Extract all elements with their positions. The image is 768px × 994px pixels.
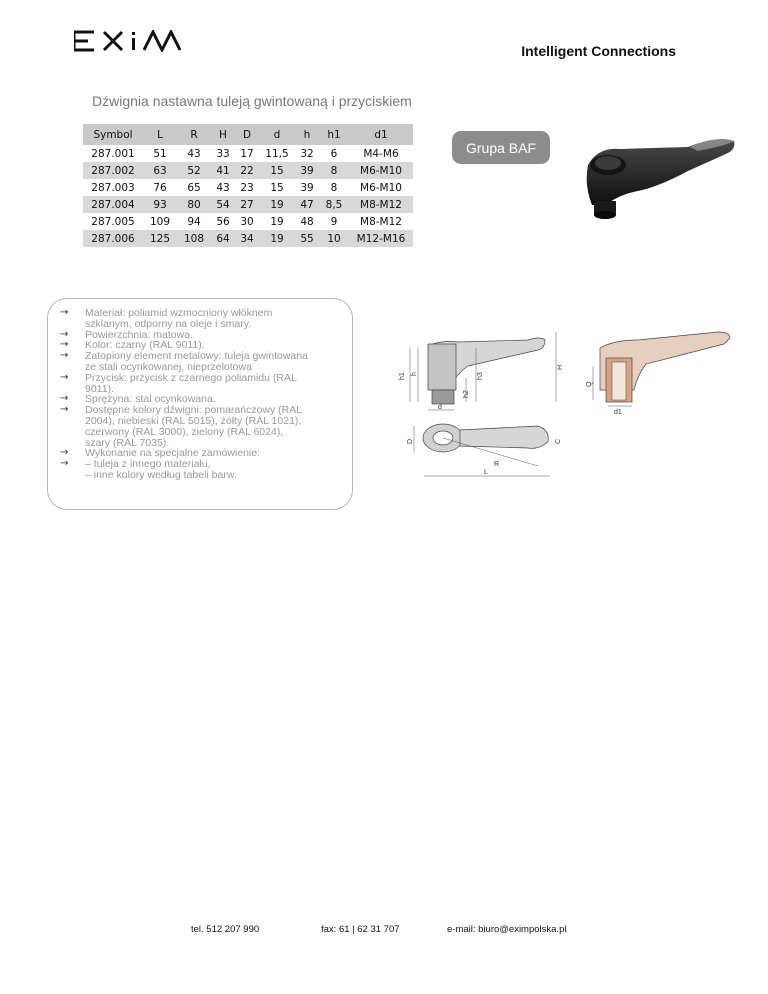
- table-cell: 287.006: [83, 230, 143, 247]
- column-header: L: [143, 124, 177, 145]
- table-cell: 63: [143, 162, 177, 179]
- dim-label-d: d: [438, 404, 442, 411]
- dim-label-R: R: [494, 461, 500, 468]
- table-cell: 32: [295, 145, 319, 162]
- column-header: H: [211, 124, 235, 145]
- feature-text: Przycisk: przycisk z czarnego poliamidu (RAL: [85, 371, 297, 384]
- feature-text: Dostępne kolory dźwigni: pomarańczowy (RAL: [85, 404, 303, 417]
- table-cell: 27: [235, 196, 259, 213]
- arrow-right-icon: →: [60, 458, 69, 470]
- product-photo: [578, 125, 738, 230]
- table-cell: 6: [319, 145, 349, 162]
- feature-text: Wykonanie na specjalne zamówienie:: [85, 447, 261, 460]
- table-header-row: [83, 124, 413, 145]
- table-cell: 48: [295, 213, 319, 230]
- brand-logo: [74, 30, 184, 57]
- table-cell: 22: [235, 162, 259, 179]
- feature-text: Kolor: czarny (RAL 9011).: [85, 339, 205, 352]
- feature-text: Sprężyna: stal ocynkowana.: [85, 393, 216, 406]
- dimension-table: [83, 124, 413, 247]
- column-header: D: [235, 124, 259, 145]
- table-cell: 10: [319, 230, 349, 247]
- features-box: [47, 298, 353, 510]
- table-cell: M8-M12: [349, 196, 413, 213]
- table-cell: M8-M12: [349, 213, 413, 230]
- table-cell: 11,5: [259, 145, 295, 162]
- feature-text: czerwony (RAL 3000), zielony (RAL 6024),: [85, 425, 284, 438]
- feature-text: szary (RAL 7035).: [85, 436, 170, 449]
- feature-text: 2004), niebieski (RAL 5015), żółty (RAL 1021),: [85, 414, 302, 427]
- table-cell: M6-M10: [349, 162, 413, 179]
- table-cell: 125: [143, 230, 177, 247]
- dim-label-D: D: [407, 438, 414, 444]
- table-cell: 108: [177, 230, 211, 247]
- dim-label-H: H: [557, 364, 564, 370]
- feature-text: – tuleja z innego materiału,: [85, 458, 211, 471]
- table-cell: 55: [295, 230, 319, 247]
- table-cell: 19: [259, 196, 295, 213]
- table-cell: 19: [259, 230, 295, 247]
- table-cell: 8: [319, 179, 349, 196]
- table-cell: 65: [177, 179, 211, 196]
- dim-label-h3: h3: [477, 372, 484, 380]
- table-cell: 33: [211, 145, 235, 162]
- table-cell: 64: [211, 230, 235, 247]
- column-header: h: [295, 124, 319, 145]
- table-cell: 43: [177, 145, 211, 162]
- table-cell: 19: [259, 213, 295, 230]
- table-cell: 15: [259, 179, 295, 196]
- table-row: [83, 196, 413, 213]
- arrow-right-icon: →: [60, 404, 69, 416]
- table-row: [83, 162, 413, 179]
- table-cell: 43: [211, 179, 235, 196]
- group-badge: Grupa BAF: [452, 131, 550, 164]
- arrow-right-icon: →: [60, 371, 69, 383]
- arrow-right-icon: →: [60, 350, 69, 362]
- footer-phone: tel. 512 207 990: [191, 924, 260, 935]
- table-cell: 80: [177, 196, 211, 213]
- table-cell: 109: [143, 213, 177, 230]
- arrow-right-icon: →: [60, 393, 69, 405]
- table-cell: 17: [235, 145, 259, 162]
- table-cell: 39: [295, 179, 319, 196]
- dim-label-h: h: [411, 372, 418, 376]
- table-cell: 76: [143, 179, 177, 196]
- table-cell: 54: [211, 196, 235, 213]
- column-header: d: [259, 124, 295, 145]
- dim-label-L: L: [484, 469, 488, 476]
- technical-drawing: [388, 318, 738, 498]
- brand-tagline: Intelligent Connections: [521, 43, 676, 59]
- feature-text: Powierzchnia: matowa.: [85, 328, 193, 341]
- feature-text: Zatopiony element metalowy: tuleja gwintowana: [85, 350, 308, 363]
- table-row: [83, 145, 413, 162]
- table-cell: 52: [177, 162, 211, 179]
- table-cell: 39: [295, 162, 319, 179]
- table-cell: 8,5: [319, 196, 349, 213]
- table-cell: 56: [211, 213, 235, 230]
- footer-fax: fax: 61 | 62 31 707: [321, 924, 400, 935]
- table-cell: 287.002: [83, 162, 143, 179]
- table-cell: 287.003: [83, 179, 143, 196]
- table-cell: 93: [143, 196, 177, 213]
- table-cell: M6-M10: [349, 179, 413, 196]
- table-cell: 287.004: [83, 196, 143, 213]
- table-cell: M12-M16: [349, 230, 413, 247]
- table-row: [83, 179, 413, 196]
- arrow-right-icon: →: [60, 339, 69, 351]
- table-cell: 23: [235, 179, 259, 196]
- table-cell: 9: [319, 213, 349, 230]
- table-cell: 15: [259, 162, 295, 179]
- feature-text: szklanym, odporny na oleje i smary.: [85, 317, 252, 330]
- table-row: [83, 213, 413, 230]
- dim-label-h2: h2: [463, 390, 470, 398]
- table-cell: 30: [235, 213, 259, 230]
- table-cell: 8: [319, 162, 349, 179]
- dim-label-d1: d1: [614, 409, 622, 416]
- table-cell: M4-M6: [349, 145, 413, 162]
- table-cell: 287.001: [83, 145, 143, 162]
- column-header: d1: [349, 124, 413, 145]
- feature-text: ze stali ocynkowanej, nieprzelotowa: [85, 360, 252, 373]
- feature-item: [60, 470, 340, 481]
- feature-text: 9011).: [85, 382, 114, 395]
- table-cell: 94: [177, 213, 211, 230]
- feature-text: Materiał: poliamid wzmocniony włóknem: [85, 307, 273, 319]
- column-header: R: [177, 124, 211, 145]
- dim-label-C: C: [555, 438, 562, 444]
- column-header: Symbol: [83, 124, 143, 145]
- table-row: [83, 230, 413, 247]
- table-cell: 47: [295, 196, 319, 213]
- footer-email[interactable]: e-mail: biuro@eximpolska.pl: [447, 924, 567, 935]
- dim-label-h1: h1: [399, 372, 406, 380]
- arrow-right-icon: →: [60, 447, 69, 459]
- arrow-right-icon: →: [60, 328, 69, 340]
- table-cell: 41: [211, 162, 235, 179]
- table-cell: 34: [235, 230, 259, 247]
- dim-label-Q: Q: [586, 381, 593, 387]
- table-cell: 287.005: [83, 213, 143, 230]
- arrow-right-icon: →: [60, 307, 69, 318]
- column-header: h1: [319, 124, 349, 145]
- feature-text: – inne kolory według tabeli barw.: [85, 468, 237, 481]
- table-cell: 51: [143, 145, 177, 162]
- features-list: [60, 308, 340, 481]
- product-title: Dźwignia nastawna tuleją gwintowaną i przyciskiem: [92, 93, 412, 109]
